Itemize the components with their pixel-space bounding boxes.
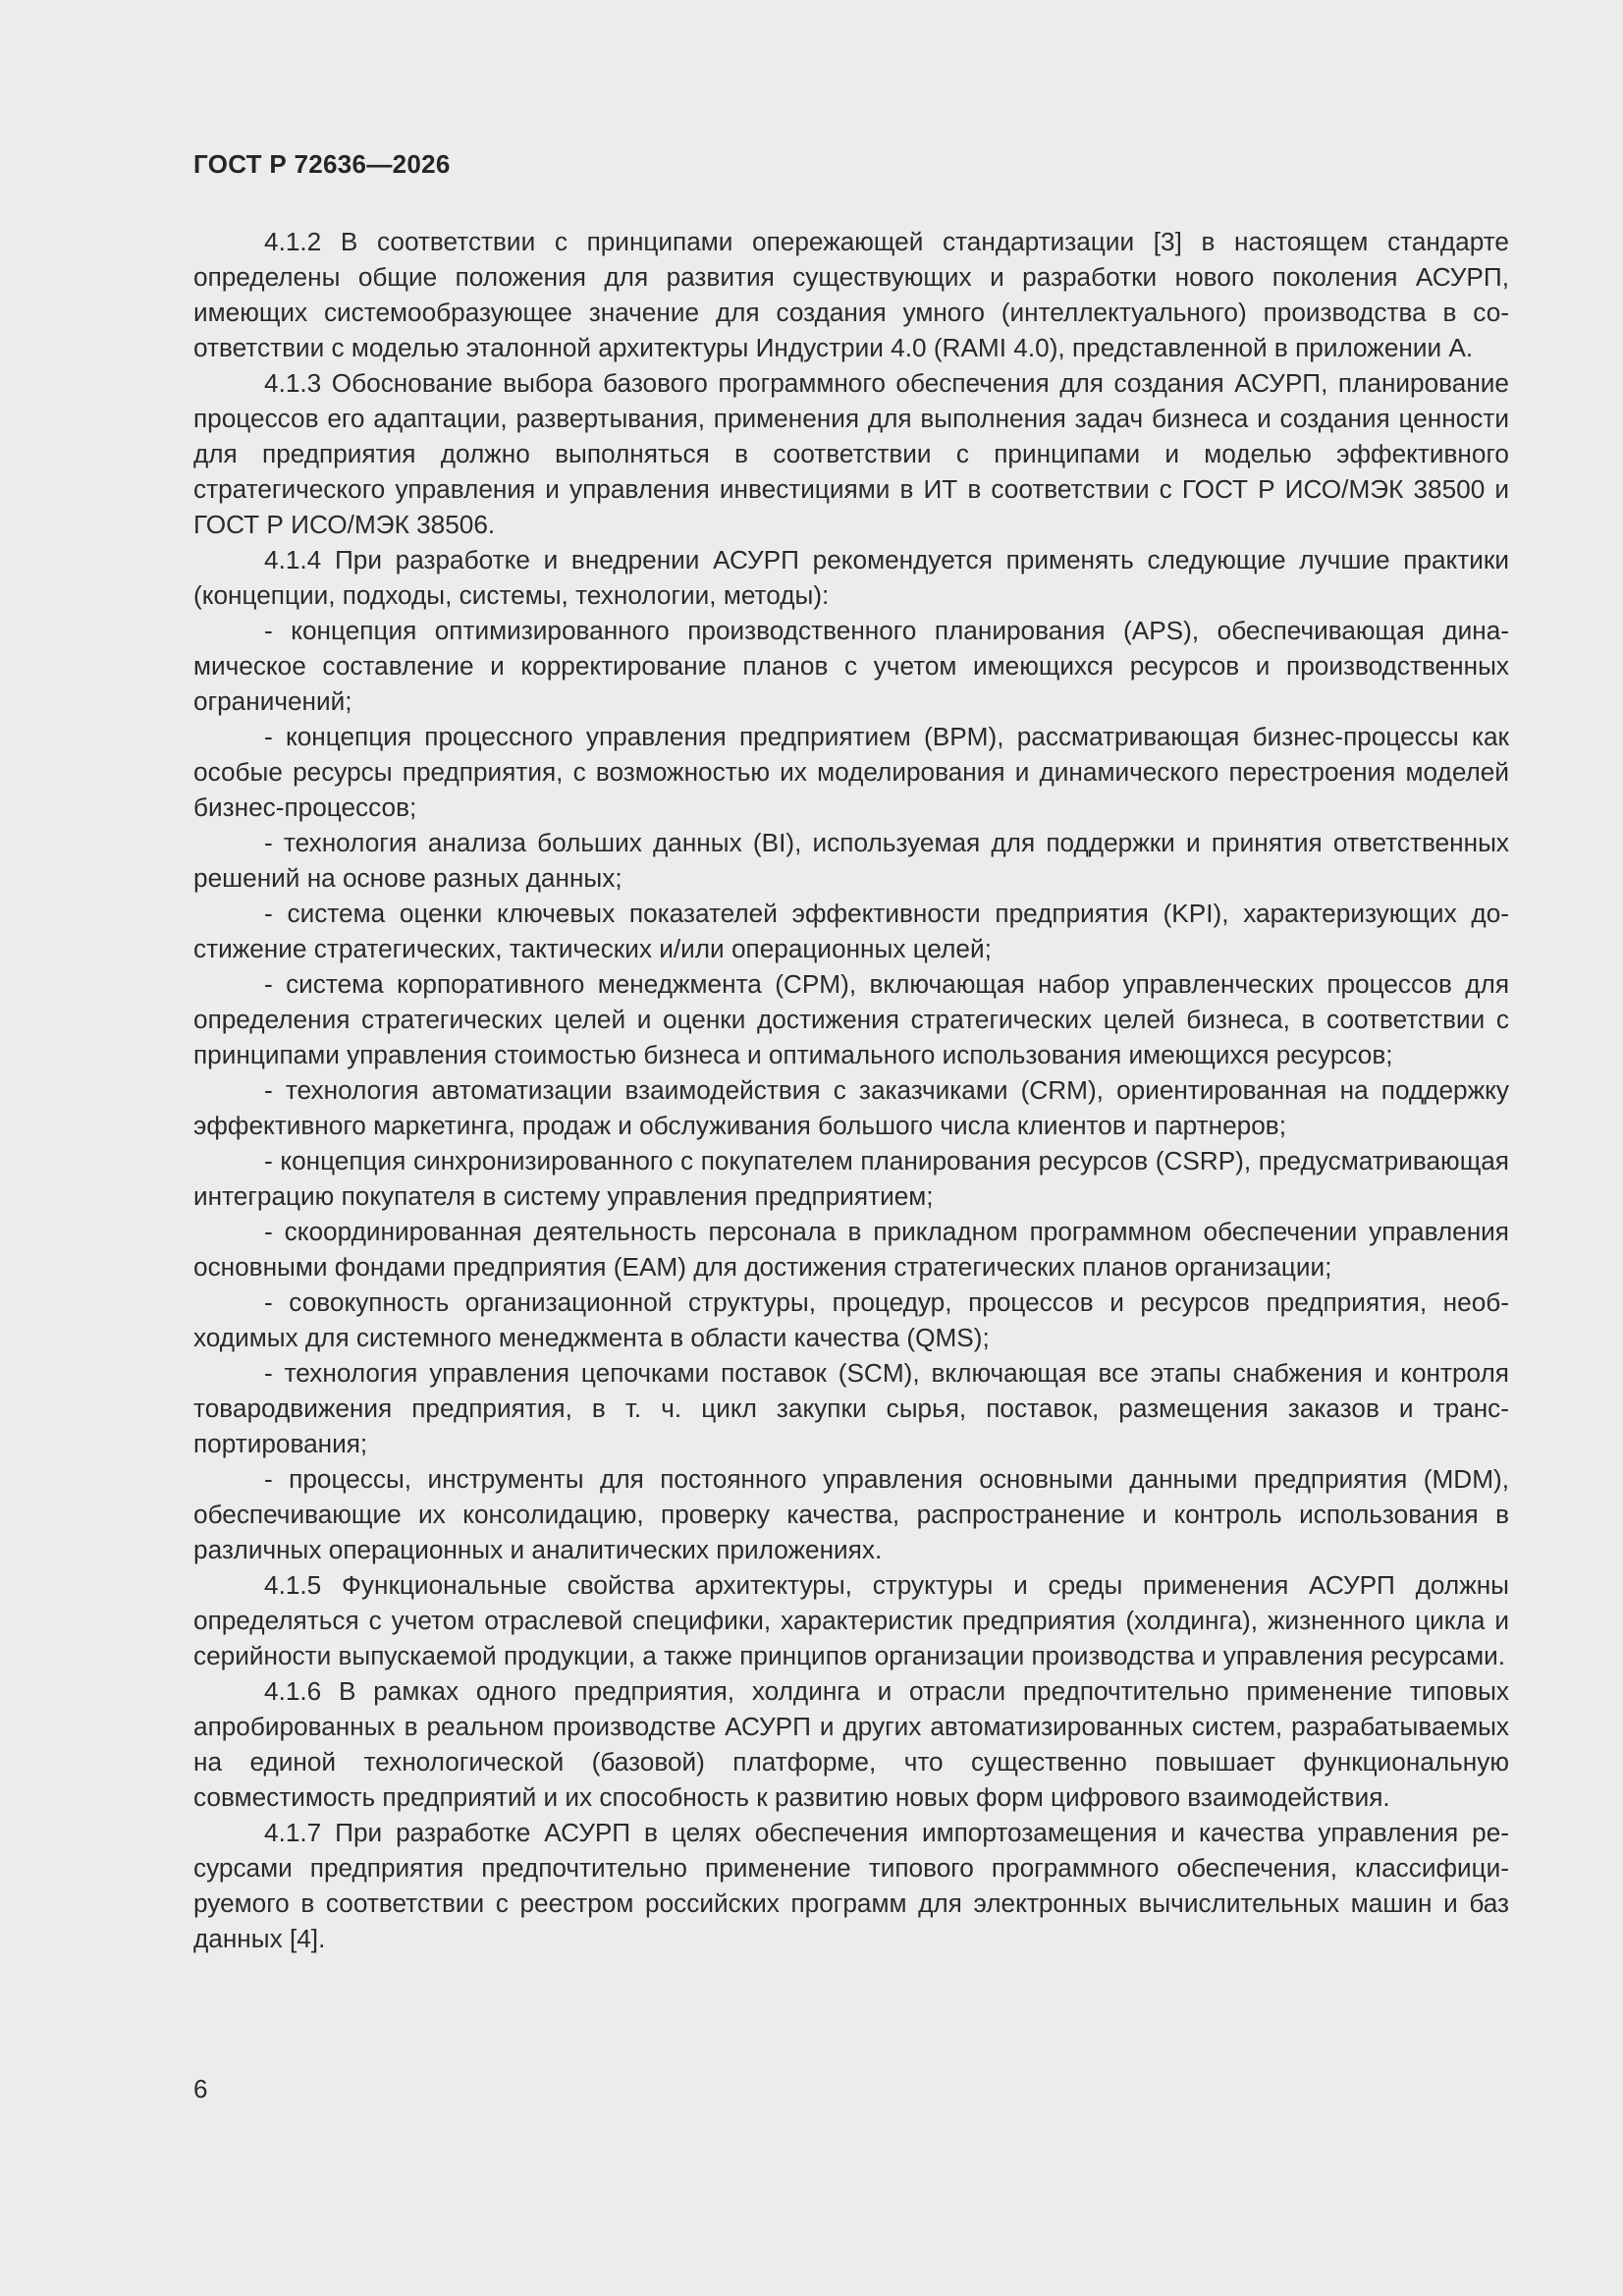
document-header: ГОСТ Р 72636—2026 xyxy=(193,149,451,179)
paragraph-4-1-7: 4.1.7 При разработке АСУРП в целях обеспечения импортозамещения и качества управления ресурсами предприятия предпочтительно применение типового программного обеспечения, классифицируемого в соответствии с реестром российских программ для электронных вычислительных машин и баз данных [4]. xyxy=(193,1818,1509,1953)
list-item-mdm: - процессы, инструменты для постоянного управления основными данными предприятия (MDM), обеспечивающие их консолидацию, проверку качества, распространение и контроль использования в различных операционных и аналитических приложениях. xyxy=(193,1464,1509,1564)
list-item-bi: - технология анализа больших данных (BI), используемая для поддержки и принятия ответственных решений на основе разных данных; xyxy=(193,828,1509,893)
list-item-qms: - совокупность организационной структуры, процедур, процессов и ресурсов предприятия, необходимых для системного менеджмента в области качества (QMS); xyxy=(193,1287,1509,1352)
list-item-scm: - технология управления цепочками поставок (SCM), включающая все этапы снабжения и контроля товародвижения предприятия, в т. ч. цикл закупки сырья, поставок, размещения заказов и транспортирования; xyxy=(193,1358,1509,1458)
list-item-csrp: - концепция синхронизированного с покупателем планирования ресурсов (CSRP), предусматривающая интеграцию покупателя в систему управления предприятием; xyxy=(193,1146,1509,1211)
list-item-bpm: - концепция процессного управления предприятием (BPM), рассматривающая бизнес-процессы как особые ресурсы предприятия, с возможностью их моделирования и динамического перестроения моделей бизнес-процессов; xyxy=(193,722,1509,822)
paragraph-4-1-3: 4.1.3 Обоснование выбора базового программного обеспечения для создания АСУРП, планирование процессов его адаптации, развертывания, применения для выполнения задач бизнеса и создания ценности для предприятия должно выполняться в соответствии с принципами и моделью эффективного стратегического управления и управления инвестициями в ИТ в соответствии с ГОСТ Р ИСО/МЭК 38500 и ГОСТ Р ИСО/МЭК 38506. xyxy=(193,368,1509,539)
list-item-cpm: - система корпоративного менеджмента (CPM), включающая набор управленческих процессов для определения стратегических целей и оценки достижения стратегических целей бизнеса, в соответствии с принципами управления стоимостью бизнеса и оптимального использования имеющихся ресурсов; xyxy=(193,969,1509,1069)
list-item-eam: - скоординированная деятельность персонала в прикладном программном обеспечении управления основными фондами предприятия (EAM) для достижения стратегических планов организации; xyxy=(193,1217,1509,1282)
list-item-aps: - концепция оптимизированного производственного планирования (APS), обеспечивающая динамическое составление и корректирование планов с учетом имеющихся ресурсов и производственных ограничений; xyxy=(193,616,1509,716)
list-item-kpi: - система оценки ключевых показателей эффективности предприятия (KPI), характеризующих достижение стратегических, тактических и/или операционных целей; xyxy=(193,899,1509,963)
paragraph-4-1-4: 4.1.4 При разработке и внедрении АСУРП рекомендуется применять следующие лучшие практики (концепции, подходы, системы, технологии, методы): xyxy=(193,545,1509,610)
paragraph-4-1-6: 4.1.6 В рамках одного предприятия, холдинга и отрасли предпочтительно применение типовых апробированных в реальном производстве АСУРП и других автоматизированных систем, разрабатываемых на единой технологической (базовой) платформе, что существенно повышает функциональную совместимость предприятий и их способность к развитию новых форм цифрового взаимодействия. xyxy=(193,1676,1509,1812)
document-body xyxy=(193,224,1509,1956)
list-item-crm: - технология автоматизации взаимодействия с заказчиками (CRM), ориентированная на поддержку эффективного маркетинга, продаж и обслуживания большого числа клиентов и партнеров; xyxy=(193,1075,1509,1140)
paragraph-4-1-5: 4.1.5 Функциональные свойства архитектуры, структуры и среды применения АСУРП должны определяться с учетом отраслевой специфики, характеристик предприятия (холдинга), жизненного цикла и серийности выпускаемой продукции, а также принципов организации производства и управления ресурсами. xyxy=(193,1570,1509,1670)
page-number: 6 xyxy=(193,2074,208,2104)
paragraph-4-1-2: 4.1.2 В соответствии с принципами опережающей стандартизации [3] в настоящем стандарте определены общие положения для развития существующих и разработки нового поколения АСУРП, имеющих системообразующее значение для создания умного (интеллектуального) производства в соответствии с моделью эталонной архитектуры Индустрии 4.0 (RAMI 4.0), представленной в приложении А. xyxy=(193,227,1509,362)
